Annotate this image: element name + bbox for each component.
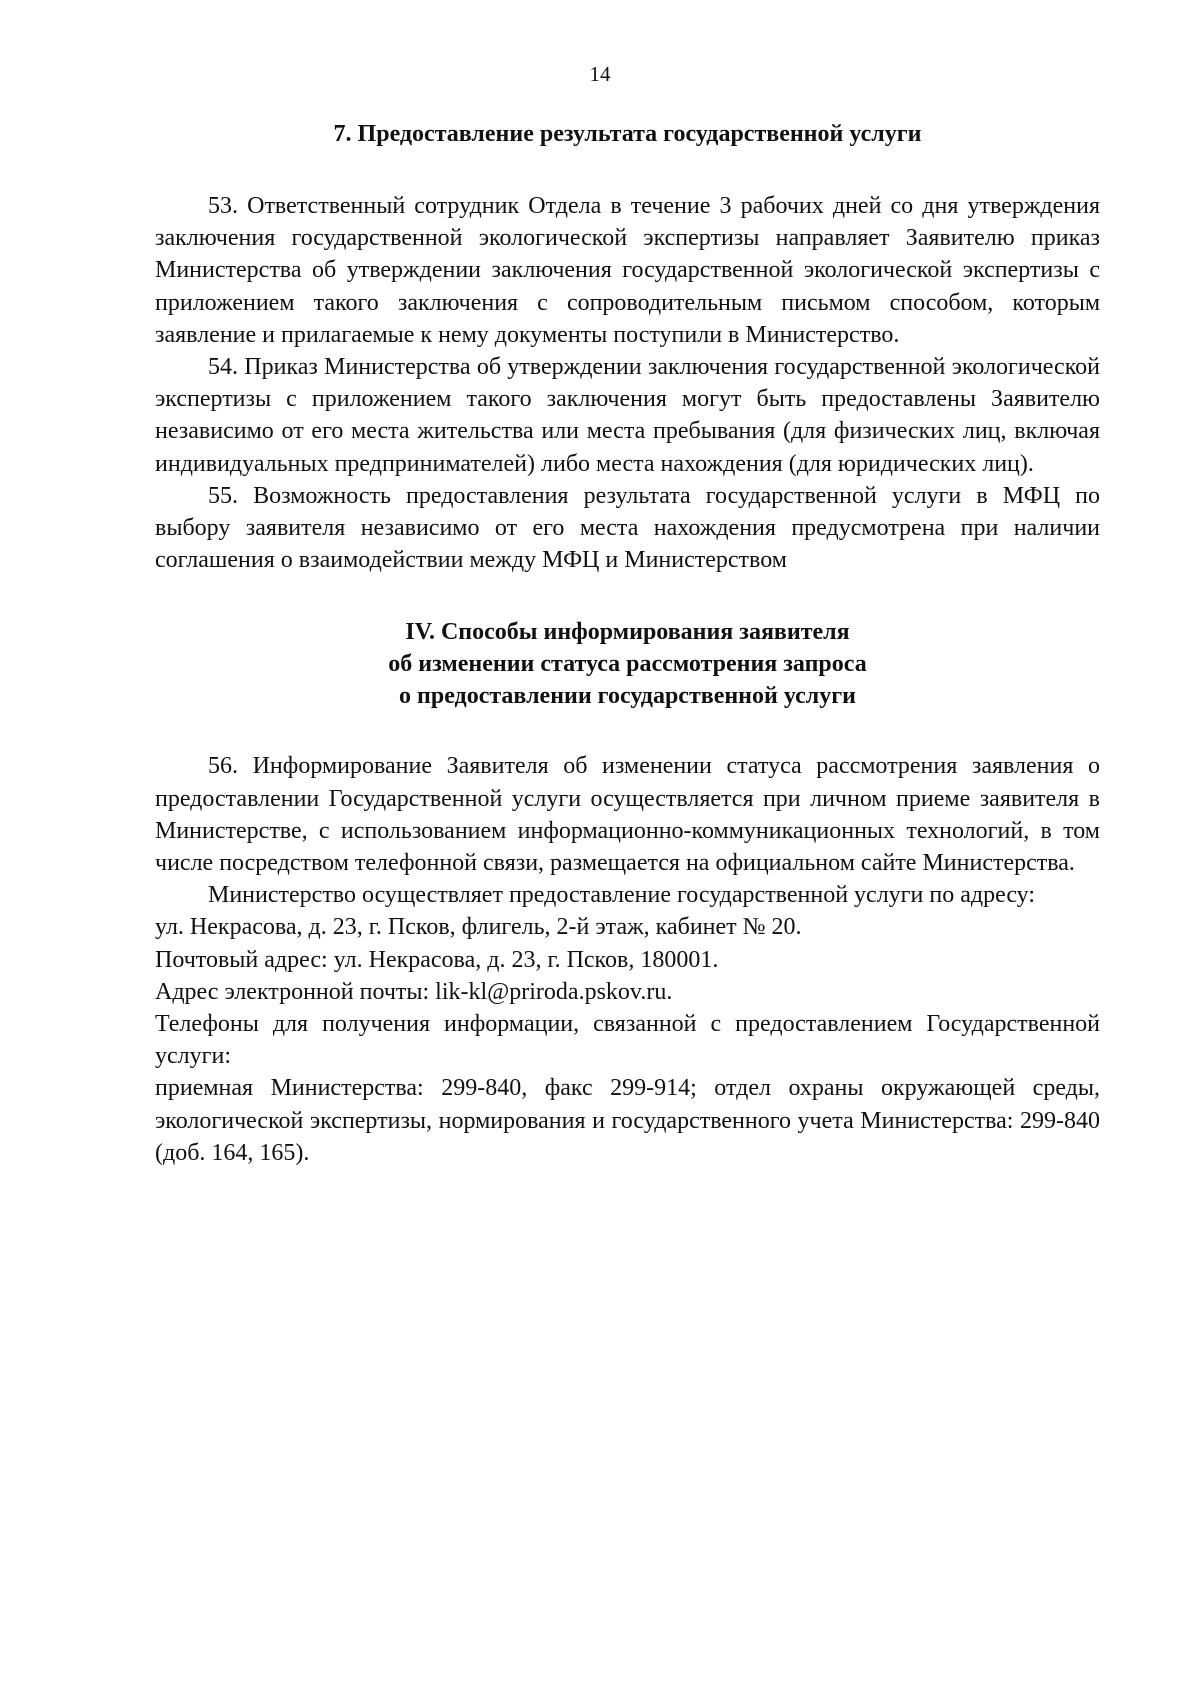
paragraph-56: 56. Информирование Заявителя об изменении статуса рассмотрения заявления о предоставлении Государственной услуги осуществляется при личном приеме заявителя в Министерстве, с использованием информационно-коммуникационных технологий, в том числе посредством телефонной связи, размещается на официальном сайте Министерства.: [155, 753, 1100, 877]
section-4-title-line: о предоставлении государственной услуги: [399, 683, 856, 710]
paragraph-54: 54. Приказ Министерства об утверждении заключения государственной экологической экспертизы с приложением такого заключения могут быть предоставлены Заявителю независимо от его места жительства или места пребывания (для физических лиц, включая индивидуальных предпринимателей) либо места нахождения (для юридических лиц).: [155, 354, 1100, 477]
section-4-title: [155, 616, 1100, 712]
section-4-title-line: об изменении статуса рассмотрения запроса: [388, 651, 867, 678]
phone-numbers: приемная Министерства: 299-840, факс 299-914; отдел охраны окружающей среды, экологической экспертизы, нормирования и государственного учета Министерства: 299-840 (доб. 164, 165).: [155, 1075, 1100, 1166]
section-4-title-line: IV. Способы информирования заявителя: [405, 619, 850, 646]
phones-intro: Телефоны для получения информации, связанной с предоставлением Государственной услуги:: [155, 1011, 1100, 1070]
paragraph-55: 55. Возможность предоставления результата государственной услуги в МФЦ по выбору заявителя независимо от его места нахождения предусмотрена при наличии соглашения о взаимодействии между МФЦ и Министерством: [155, 482, 1100, 574]
ministry-paragraph: Министерство осуществляет предоставление государственной услуги по адресу:: [208, 882, 1036, 909]
document-body: [155, 118, 1100, 1169]
section-7-title: 7. Предоставление результата государственной услуги: [333, 121, 922, 147]
office-address: ул. Некрасова, д. 23, г. Псков, флигель, 2-й этаж, кабинет № 20.: [155, 914, 802, 941]
page-number: 14: [589, 62, 611, 86]
email-address: Адрес электронной почты: lik-kl@priroda.pskov.ru.: [155, 978, 673, 1005]
postal-address: Почтовый адрес: ул. Некрасова, д. 23, г. Псков, 180001.: [155, 946, 719, 973]
paragraph-53: 53. Ответственный сотрудник Отдела в течение 3 рабочих дней со дня утверждения заключения государственной экологической экспертизы направляет Заявителю приказ Министерства об утверждении заключения государственной экологической экспертизы с приложением такого заключения с сопроводительным письмом способом, которым заявление и прилагаемые к нему документы поступили в Министерство.: [155, 193, 1100, 348]
